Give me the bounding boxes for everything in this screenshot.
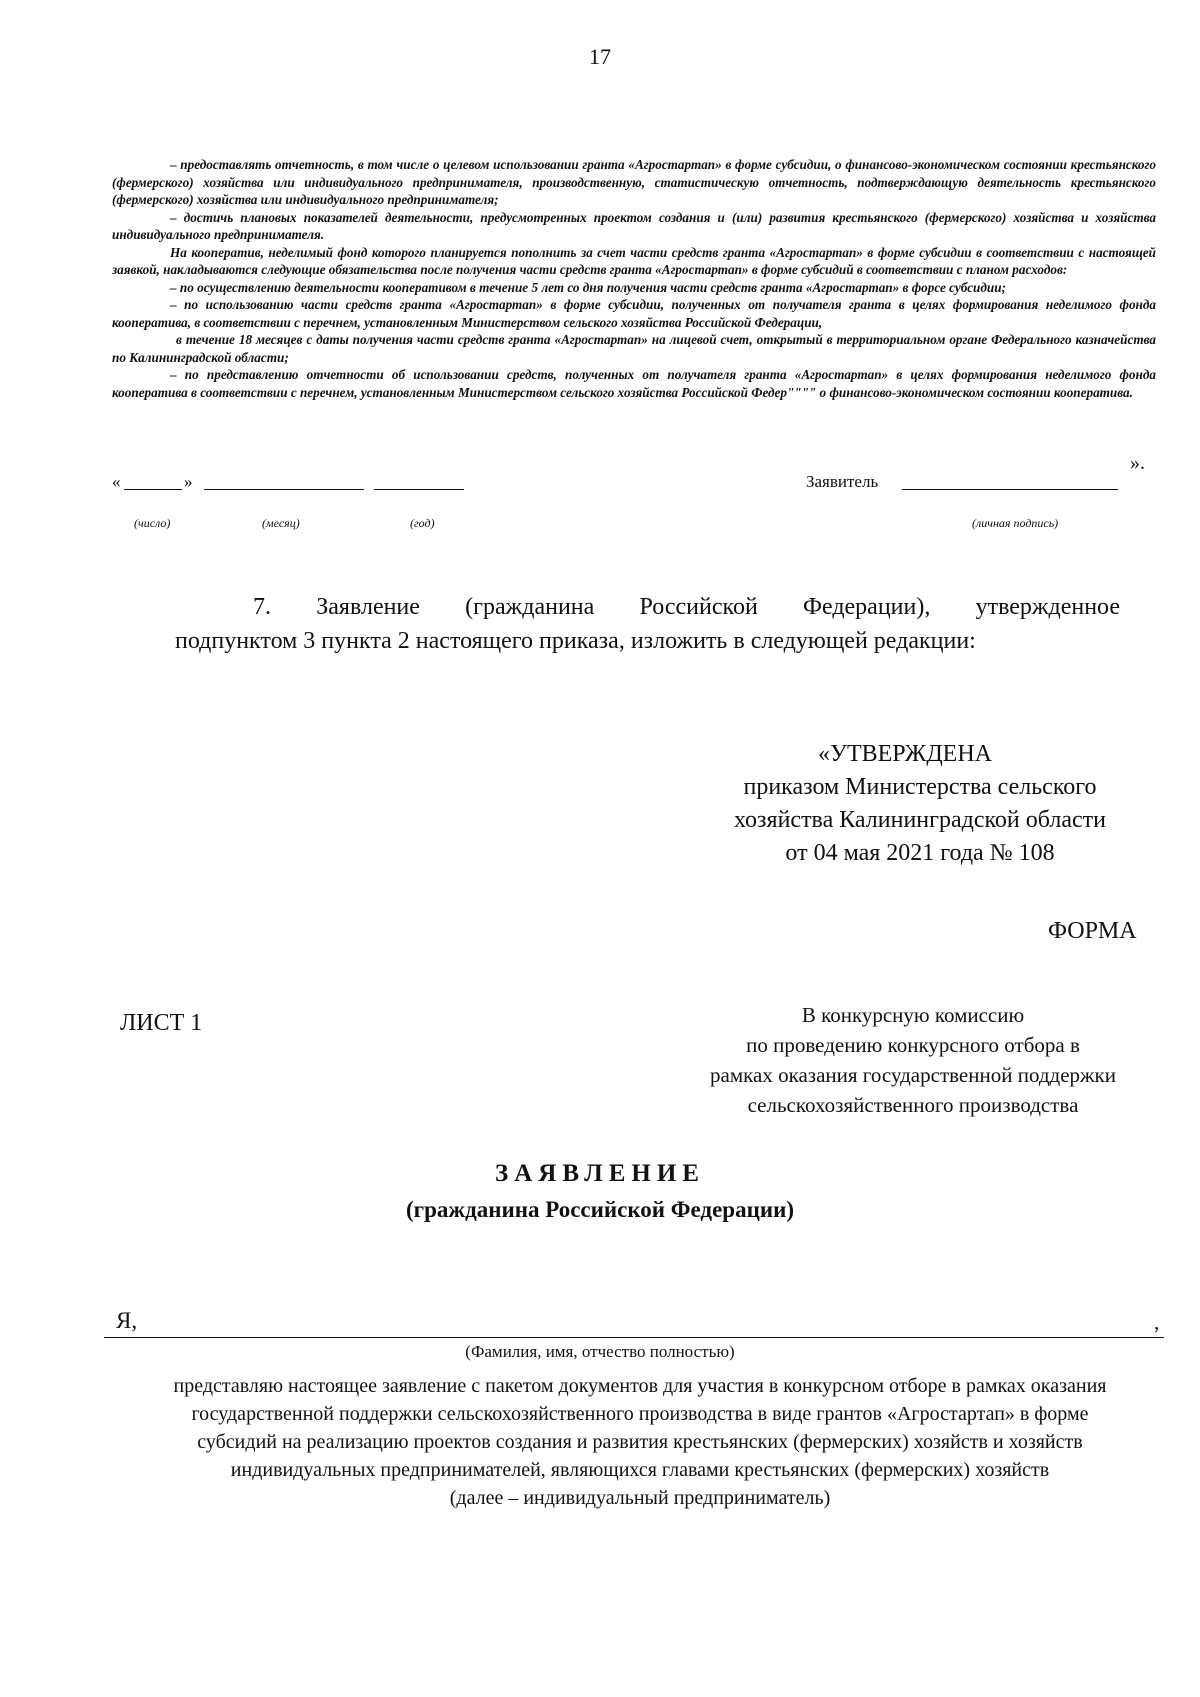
obligation-18-months: в течение 18 месяцев с даты получения части средств гранта «Агростартап» на лицевой счет, открытый в территориальном органе Федерального казначейства по Калининградской области;	[112, 332, 1156, 365]
full-name-field-line[interactable]	[104, 1337, 1164, 1338]
obligation-reporting: – предоставлять отчетность, в том числе о целевом использовании гранта «Агростартап» в форме субсидии, о финансово-экономическом состоянии крестьянского (фермерского) хозяйства или индивидуального предпринимателя, производственную, статистическую отчетность, подтверждающую деятельность крестьянского (фермерского) хозяйства или индивидуального предпринимателя;	[112, 157, 1156, 207]
statement-body-line1: представляю настоящее заявление с пакетом документов для участия в конкурсном отборе в рамках оказания	[173, 1375, 1107, 1397]
day-field-line[interactable]	[124, 489, 182, 490]
caption-year: (год)	[410, 516, 435, 530]
name-comma: ,	[1154, 1310, 1160, 1334]
approval-block	[700, 738, 1140, 870]
approved-heading: «УТВЕРЖДЕНА	[817, 741, 993, 767]
paragraph-7-line1: 7. Заявление (гражданина Российской Федерации), утвержденное	[253, 594, 1120, 620]
addressee-block	[648, 1000, 1178, 1120]
approved-line3: хозяйства Калининградской области	[733, 807, 1107, 833]
closing-quote: ».	[1130, 452, 1145, 474]
statement-body-line3: субсидий на реализацию проектов создания и развития крестьянских (фермерских) хозяйств и хозяйств	[197, 1431, 1083, 1453]
form-label: ФОРМА	[1048, 918, 1137, 944]
cooperative-obligations-intro: На кооператив, неделимый фонд которого планируется пополнить за счет части средств гранта «Агростартап» в форме субсидии в соответствии с настоящей заявкой, накладываются следующие обязательства после получения части средств гранта «Агростартап» в форме субсидий в соответствии с планом расходов:	[112, 244, 1156, 277]
caption-month: (месяц)	[262, 516, 300, 530]
paragraph-7	[175, 590, 1120, 658]
addressee-line4: сельскохозяйственного производства	[747, 1093, 1079, 1117]
obligation-indicators: – достичь плановых показателей деятельности, предусмотренных проектом создания и (или) развития крестьянского (фермерского) хозяйства и хозяйства индивидуального предпринимателя.	[112, 209, 1156, 242]
statement-title: ЗАЯВЛЕНИЕ	[495, 1160, 705, 1187]
ya-label: Я,	[116, 1308, 138, 1333]
approved-line4: от 04 мая 2021 года № 108	[785, 840, 1055, 866]
page-number: 17	[589, 44, 611, 69]
sheet-label: ЛИСТ 1	[120, 1010, 203, 1036]
obligation-cooperative-activity: – по осуществлению деятельности кооперативом в течение 5 лет со дня получения части средств гранта «Агростартап» в форсе субсидии;	[170, 279, 1006, 295]
obligations-block	[112, 156, 1156, 401]
statement-body	[118, 1372, 1162, 1512]
date-row	[112, 472, 121, 492]
full-name-caption: (Фамилия, имя, отчество полностью)	[465, 1342, 735, 1361]
month-field-line[interactable]	[204, 489, 364, 490]
statement-body-line2: государственной поддержки сельскохозяйственного производства в виде грантов «Агростартап» в форме	[191, 1403, 1089, 1425]
caption-signature: (личная подпись)	[972, 516, 1059, 530]
date-open-quote: «	[112, 472, 121, 491]
signature-field-line[interactable]	[902, 489, 1118, 490]
applicant-label: Заявитель	[806, 472, 879, 491]
year-field-line[interactable]	[374, 489, 464, 490]
caption-day: (число)	[134, 516, 171, 530]
addressee-line2: по проведению конкурсного отбора в	[746, 1033, 1080, 1057]
statement-body-line4: индивидуальных предпринимателей, являющихся главами крестьянских (фермерских) хозяйств	[230, 1459, 1050, 1481]
statement-subtitle: (гражданина Российской Федерации)	[406, 1197, 794, 1222]
addressee-line3: рамках оказания государственной поддержки	[710, 1063, 1116, 1087]
obligation-fund-reporting: – по представлению отчетности об использовании средств, полученных от получателя гранта «Агростартап» в целях формирования неделимого фонда кооператива в соответствии с перечнем, установленным Министерством сельского хозяйства Российской Федер"""" о финансово-экономическом состоянии кооператива.	[112, 367, 1156, 400]
addressee-line1: В конкурсную комиссию	[801, 1003, 1025, 1027]
paragraph-7-line2: подпунктом 3 пункта 2 настоящего приказа, изложить в следующей редакции:	[175, 628, 976, 654]
date-close-quote: »	[184, 472, 193, 491]
obligation-fund-usage: – по использованию части средств гранта «Агростартап» в форме субсидии, полученных от получателя гранта в целях формирования неделимого фонда кооператива, в соответствии с перечнем, установленным Министерством сельского хозяйства Российской Федерации,	[112, 297, 1156, 330]
approved-line2: приказом Министерства сельского	[743, 774, 1097, 800]
statement-body-line5: (далее – индивидуальный предприниматель)	[449, 1487, 831, 1509]
